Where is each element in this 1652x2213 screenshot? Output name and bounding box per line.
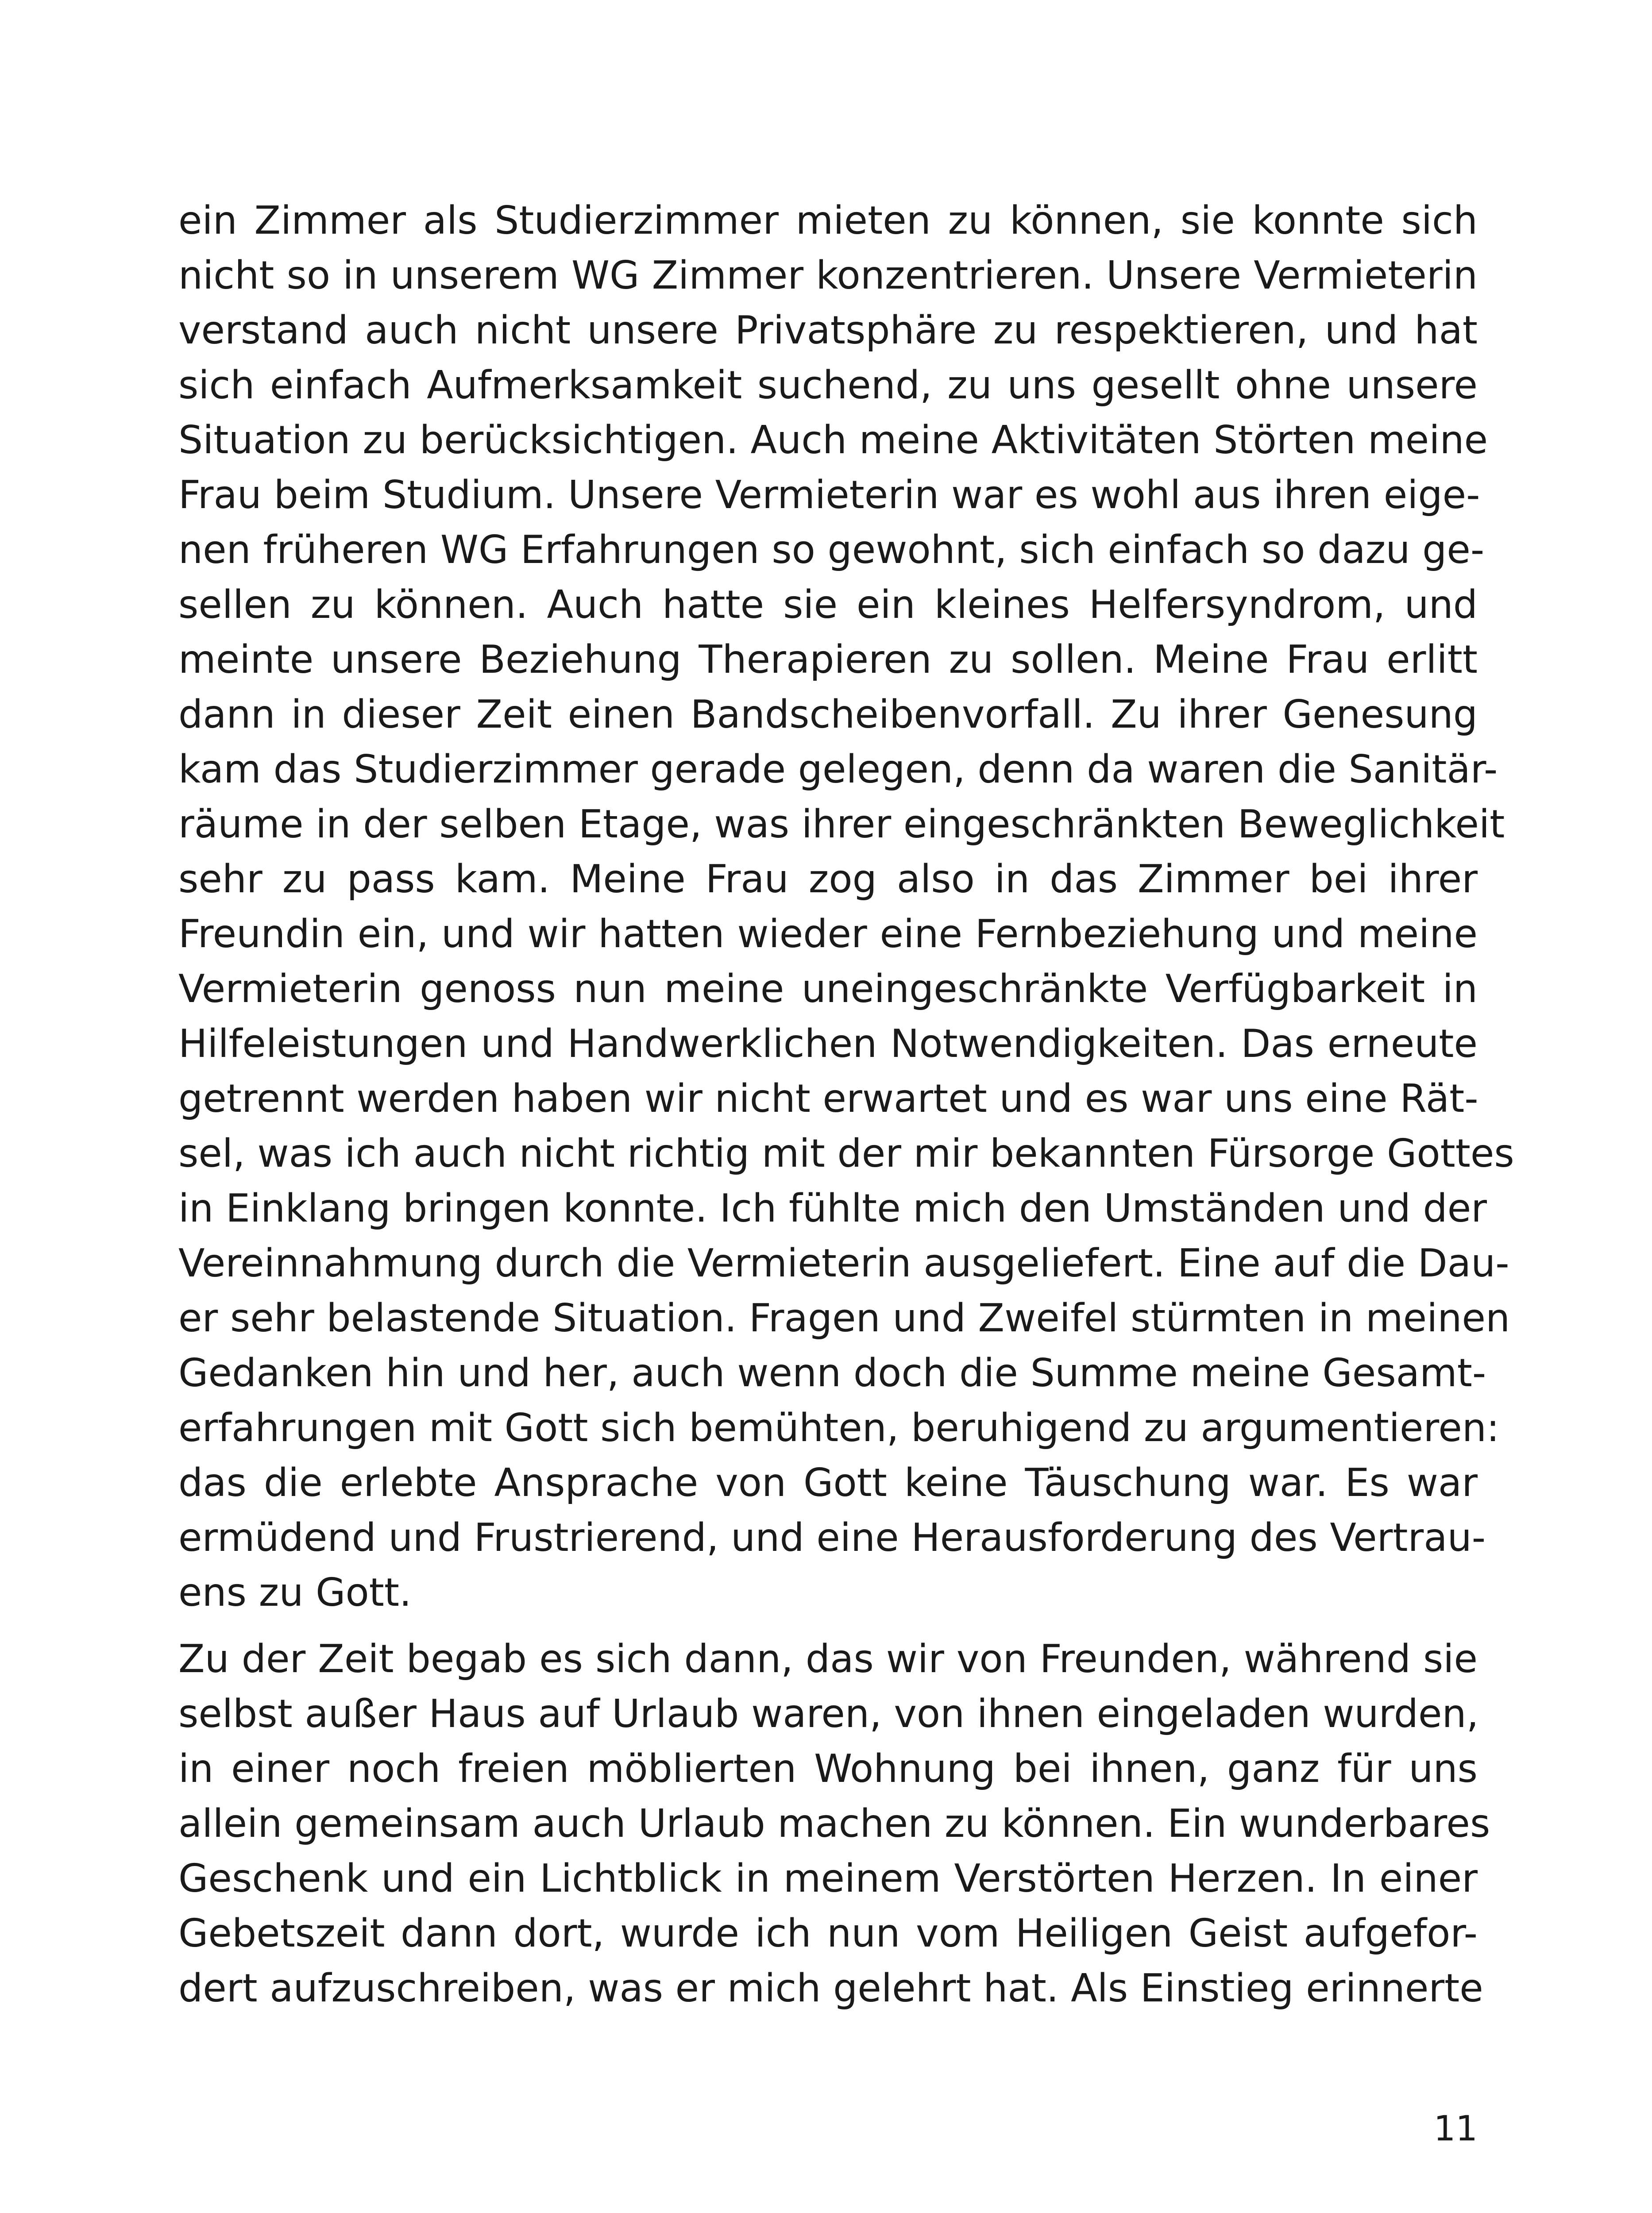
text-line: Vermieterin genoss nun meine uneingeschränkte Verfügbarkeit in (178, 966, 1478, 1011)
text-line: in Einklang bringen konnte. Ich fühlte mich den Umständen und der (178, 1186, 1487, 1231)
text-line: Situation zu berücksichtigen. Auch meine Aktivitäten Störten meine (178, 417, 1488, 463)
text-line: räume in der selben Etage, was ihrer eingeschränkten Beweglichkeit (178, 802, 1505, 847)
paragraph (178, 1631, 1490, 2016)
text-line: Hilfeleistungen und Handwerklichen Notwendigkeiten. Das erneute (178, 1021, 1478, 1066)
text-line: ein Zimmer als Studierzimmer mieten zu können, sie konnte sich (178, 198, 1478, 243)
text-line: er sehr belastende Situation. Fragen und Zweifel stürmten in meinen (178, 1295, 1510, 1341)
text-line: nen früheren WG Erfahrungen so gewohnt, sich einfach so dazu ge- (178, 527, 1485, 572)
text-line: dann in dieser Zeit einen Bandscheibenvorfall. Zu ihrer Genesung (178, 692, 1478, 737)
text-line: allein gemeinsam auch Urlaub machen zu können. Ein wunderbares (178, 1801, 1490, 1846)
text-line: Freundin ein, und wir hatten wieder eine Fernbeziehung und meine (178, 911, 1478, 956)
text-line: nicht so in unserem WG Zimmer konzentrieren. Unsere Vermieterin (178, 253, 1478, 298)
text-line: meinte unsere Beziehung Therapieren zu sollen. Meine Frau erlitt (178, 637, 1478, 682)
text-line: Geschenk und ein Lichtblick in meinem Verstörten Herzen. In einer (178, 1856, 1478, 1901)
paragraph (178, 193, 1514, 1620)
body-text (178, 193, 1514, 2016)
text-line: in einer noch freien möblierten Wohnung bei ihnen, ganz für uns (178, 1746, 1478, 1791)
text-line: selbst außer Haus auf Urlaub waren, von ihnen eingeladen wurden, (178, 1691, 1479, 1736)
text-line: Gebetszeit dann dort, wurde ich nun vom Heiligen Geist aufgefor- (178, 1911, 1478, 1956)
paragraph-gap (178, 1620, 1478, 1631)
text-line: sel, was ich auch nicht richtig mit der mir bekannten Fürsorge Gottes (178, 1131, 1514, 1176)
text-line: Zu der Zeit begab es sich dann, das wir von Freunden, während sie (178, 1636, 1478, 1681)
text-line: ermüdend und Frustrierend, und eine Herausforderung des Vertrau- (178, 1515, 1486, 1560)
text-line: das die erlebte Ansprache von Gott keine Täuschung war. Es war (178, 1460, 1478, 1505)
text-line: Gedanken hin und her, auch wenn doch die Summe meine Gesamt- (178, 1350, 1486, 1396)
text-line: kam das Studierzimmer gerade gelegen, denn da waren die Sanitär- (178, 747, 1498, 792)
text-line: Frau beim Studium. Unsere Vermieterin war es wohl aus ihren eige- (178, 472, 1480, 517)
text-line: sehr zu pass kam. Meine Frau zog also in das Zimmer bei ihrer (178, 856, 1478, 902)
text-line: Vereinnahmung durch die Vermieterin ausgeliefert. Eine auf die Dau- (178, 1241, 1509, 1286)
text-line: dert aufzuschreiben, was er mich gelehrt hat. Als Einstieg erinnerte (178, 1966, 1483, 2011)
text-line: erfahrungen mit Gott sich bemühten, beruhigend zu argumentieren: (178, 1405, 1500, 1450)
text-line: ens zu Gott. (178, 1570, 412, 1615)
page-number: 11 (1433, 2109, 1478, 2149)
text-line: sich einfach Aufmerksamkeit suchend, zu uns gesellt ohne unsere (178, 362, 1478, 408)
text-line: verstand auch nicht unsere Privatsphäre zu respektieren, und hat (178, 308, 1478, 353)
text-line: getrennt werden haben wir nicht erwartet und es war uns eine Rät- (178, 1076, 1478, 1121)
text-line: sellen zu können. Auch hatte sie ein kleines Helfersyndrom, und (178, 582, 1478, 627)
